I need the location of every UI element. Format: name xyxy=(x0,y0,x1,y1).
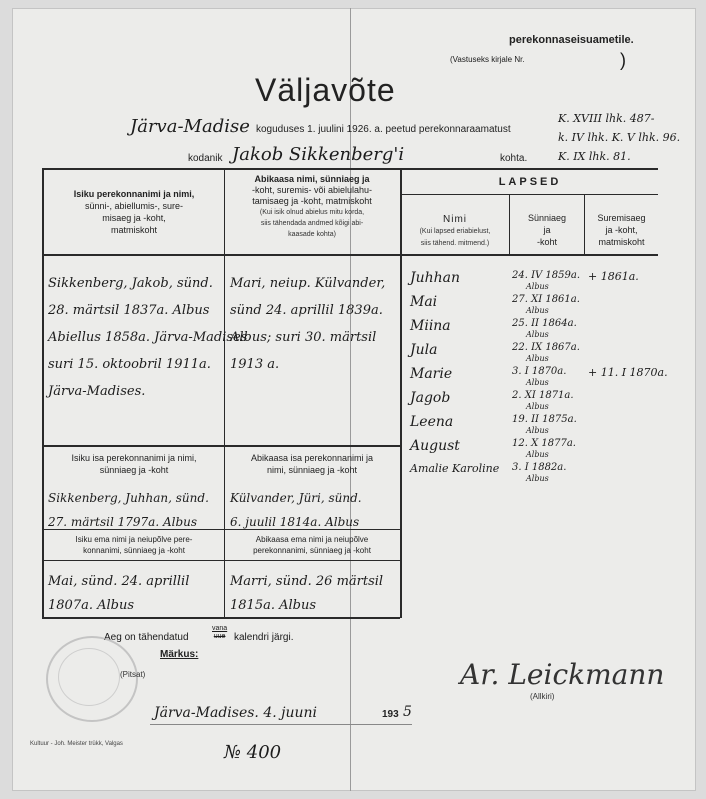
mother-label-border xyxy=(42,560,400,561)
father-label: Isiku isa perekonnanimi ja nimi, sünniaeg ja -koht xyxy=(71,453,197,475)
year-handwritten: 5 xyxy=(403,704,412,720)
spouse-entry: Mari, neiup. Külvander, sünd 24. aprillil 1839a. Albus; suri 30. märtsil 1913 a. xyxy=(230,276,386,372)
lapsed-underline xyxy=(400,194,658,195)
spouse-father-entry: Külvander, Jüri, sünd. 6. juulil 1814a. Albus xyxy=(230,491,362,529)
child-place: Albus xyxy=(526,330,549,339)
kohta-label: kohta. xyxy=(500,153,528,164)
child-place: Albus xyxy=(526,474,549,483)
ref-3: K. IX lhk. 81. xyxy=(558,150,631,163)
header-line1: koguduses 1. juulini 1926. a. peetud perekonnaraamatust xyxy=(256,124,511,135)
kodanik-label: kodanik xyxy=(188,153,223,164)
child-born: 3. I 1882a. xyxy=(512,462,567,473)
kodanik-handwritten: Jakob Sikkenberg'i xyxy=(232,144,405,165)
child-name: Marie xyxy=(410,366,453,382)
child-born: 3. I 1870a. xyxy=(512,366,567,377)
place-date-handwritten: Järva-Madises. 4. juuni xyxy=(154,705,317,721)
header-abikaasa: Abikaasa nimi, sünniaeg ja -koht, suremis- või abielulahu- tamisaeg ja -koht, matmiskoht (Kui isik olnud abielus mitu korda, siis tähendada andmed kõigi abi- kaasade kohta) xyxy=(251,174,373,238)
header-addressee: perekonnaseisuametile. xyxy=(509,34,634,46)
table-top-border xyxy=(42,168,658,170)
child-name: August xyxy=(410,438,460,454)
child-born: 12. X 1877a. xyxy=(512,438,576,449)
child-place: Albus xyxy=(526,402,549,411)
child-born: 27. XI 1861a. xyxy=(512,294,580,305)
header-vastuseks-close: ) xyxy=(620,50,626,70)
header-synniaeg: Sünniaeg ja -koht xyxy=(527,213,567,247)
signature: Ar. Leickmann xyxy=(460,658,665,691)
spouse-mother-entry: Marri, sünd. 26 märtsil 1815a. Albus xyxy=(230,574,384,613)
father-entry: Sikkenberg, Juhhan, sünd. 27. märtsil 1797a. Albus xyxy=(48,491,209,529)
calendar-note-end: kalendri järgi. xyxy=(234,632,294,643)
child-place: Albus xyxy=(526,354,549,363)
header-suremisaeg: Suremisaeg ja -koht, matmiskoht xyxy=(597,213,646,247)
person-entry: Sikkenberg, Jakob, sünd. 28. märtsil 1837a. Albus Abiellus 1858a. Järva-Madises suri 15. oktoobril 1911a. Järva-Madises. xyxy=(48,276,248,399)
calendar-note-label: Aeg on tähendatud xyxy=(104,632,189,643)
child-name: Jagob xyxy=(410,390,451,406)
pitsat-label: (Pitsat) xyxy=(120,670,146,679)
spouse-mother-label: Abikaasa ema nimi ja neiupõlve perekonnanimi, sünniaeg ja -koht xyxy=(253,535,371,555)
header-vastuseks: (Vastuseks kirjale Nr. xyxy=(450,55,525,64)
child-name: Mai xyxy=(410,294,438,310)
child-place: Albus xyxy=(526,450,549,459)
child-died: + 11. I 1870a. xyxy=(588,366,668,379)
page-title: Väljavõte xyxy=(255,72,396,108)
printer-note: Kultuur - Joh. Meister trükk, Valgas xyxy=(30,741,123,747)
child-born: 19. II 1875a. xyxy=(512,414,577,425)
header-lapsed: LAPSED xyxy=(498,176,562,188)
table-header-border xyxy=(42,254,658,256)
child-place: Albus xyxy=(526,306,549,315)
child-name: Amalie Karoline xyxy=(410,462,500,475)
markus-label: Märkus: xyxy=(160,649,199,660)
spouse-father-label: Abikaasa isa perekonnanimi ja nimi, sünniaeg ja -koht xyxy=(250,453,374,475)
seal-stamp-inner xyxy=(58,648,120,706)
document-page xyxy=(12,8,696,791)
year-printed: 193 xyxy=(382,709,399,720)
child-died: + 1861a. xyxy=(588,270,639,283)
date-line xyxy=(150,724,412,725)
child-place: Albus xyxy=(526,378,549,387)
child-born: 2. XI 1871a. xyxy=(512,390,574,401)
child-born: 22. IX 1867a. xyxy=(512,342,580,353)
child-name: Leena xyxy=(410,414,454,430)
child-name: Miina xyxy=(410,318,451,334)
parish-handwritten: Järva-Madise xyxy=(130,116,250,137)
father-row-border xyxy=(42,445,400,447)
document-number: № 400 xyxy=(224,742,282,763)
child-born: 25. II 1864a. xyxy=(512,318,577,329)
calendar-choice: vana uue xyxy=(212,625,228,640)
ref-2: k. IV lhk. K. V lhk. 96. xyxy=(558,131,681,144)
child-place: Albus xyxy=(526,282,549,291)
table-left-border xyxy=(42,168,44,618)
header-isiku: Isiku perekonnanimi ja nimi, sünni-, abiellumis-, sure- misaeg ja -koht, matmiskoht xyxy=(73,189,195,235)
mother-entry: Mai, sünd. 24. aprillil 1807a. Albus xyxy=(48,574,190,613)
child-place: Albus xyxy=(526,426,549,435)
header-nimi: Nimi (Kui lapsed eriabielust, siis tähend. mitmend.) xyxy=(419,214,491,247)
mother-label: Isiku ema nimi ja neiupõlve pere- konnanimi, sünniaeg ja -koht xyxy=(75,535,193,555)
child-name: Jula xyxy=(410,342,438,358)
allkiri-label: (Allkiri) xyxy=(530,692,555,701)
child-born: 24. IV 1859a. xyxy=(512,270,581,281)
ref-1: K. XVIII lhk. 487- xyxy=(558,112,655,125)
child-name: Juhhan xyxy=(410,270,461,286)
